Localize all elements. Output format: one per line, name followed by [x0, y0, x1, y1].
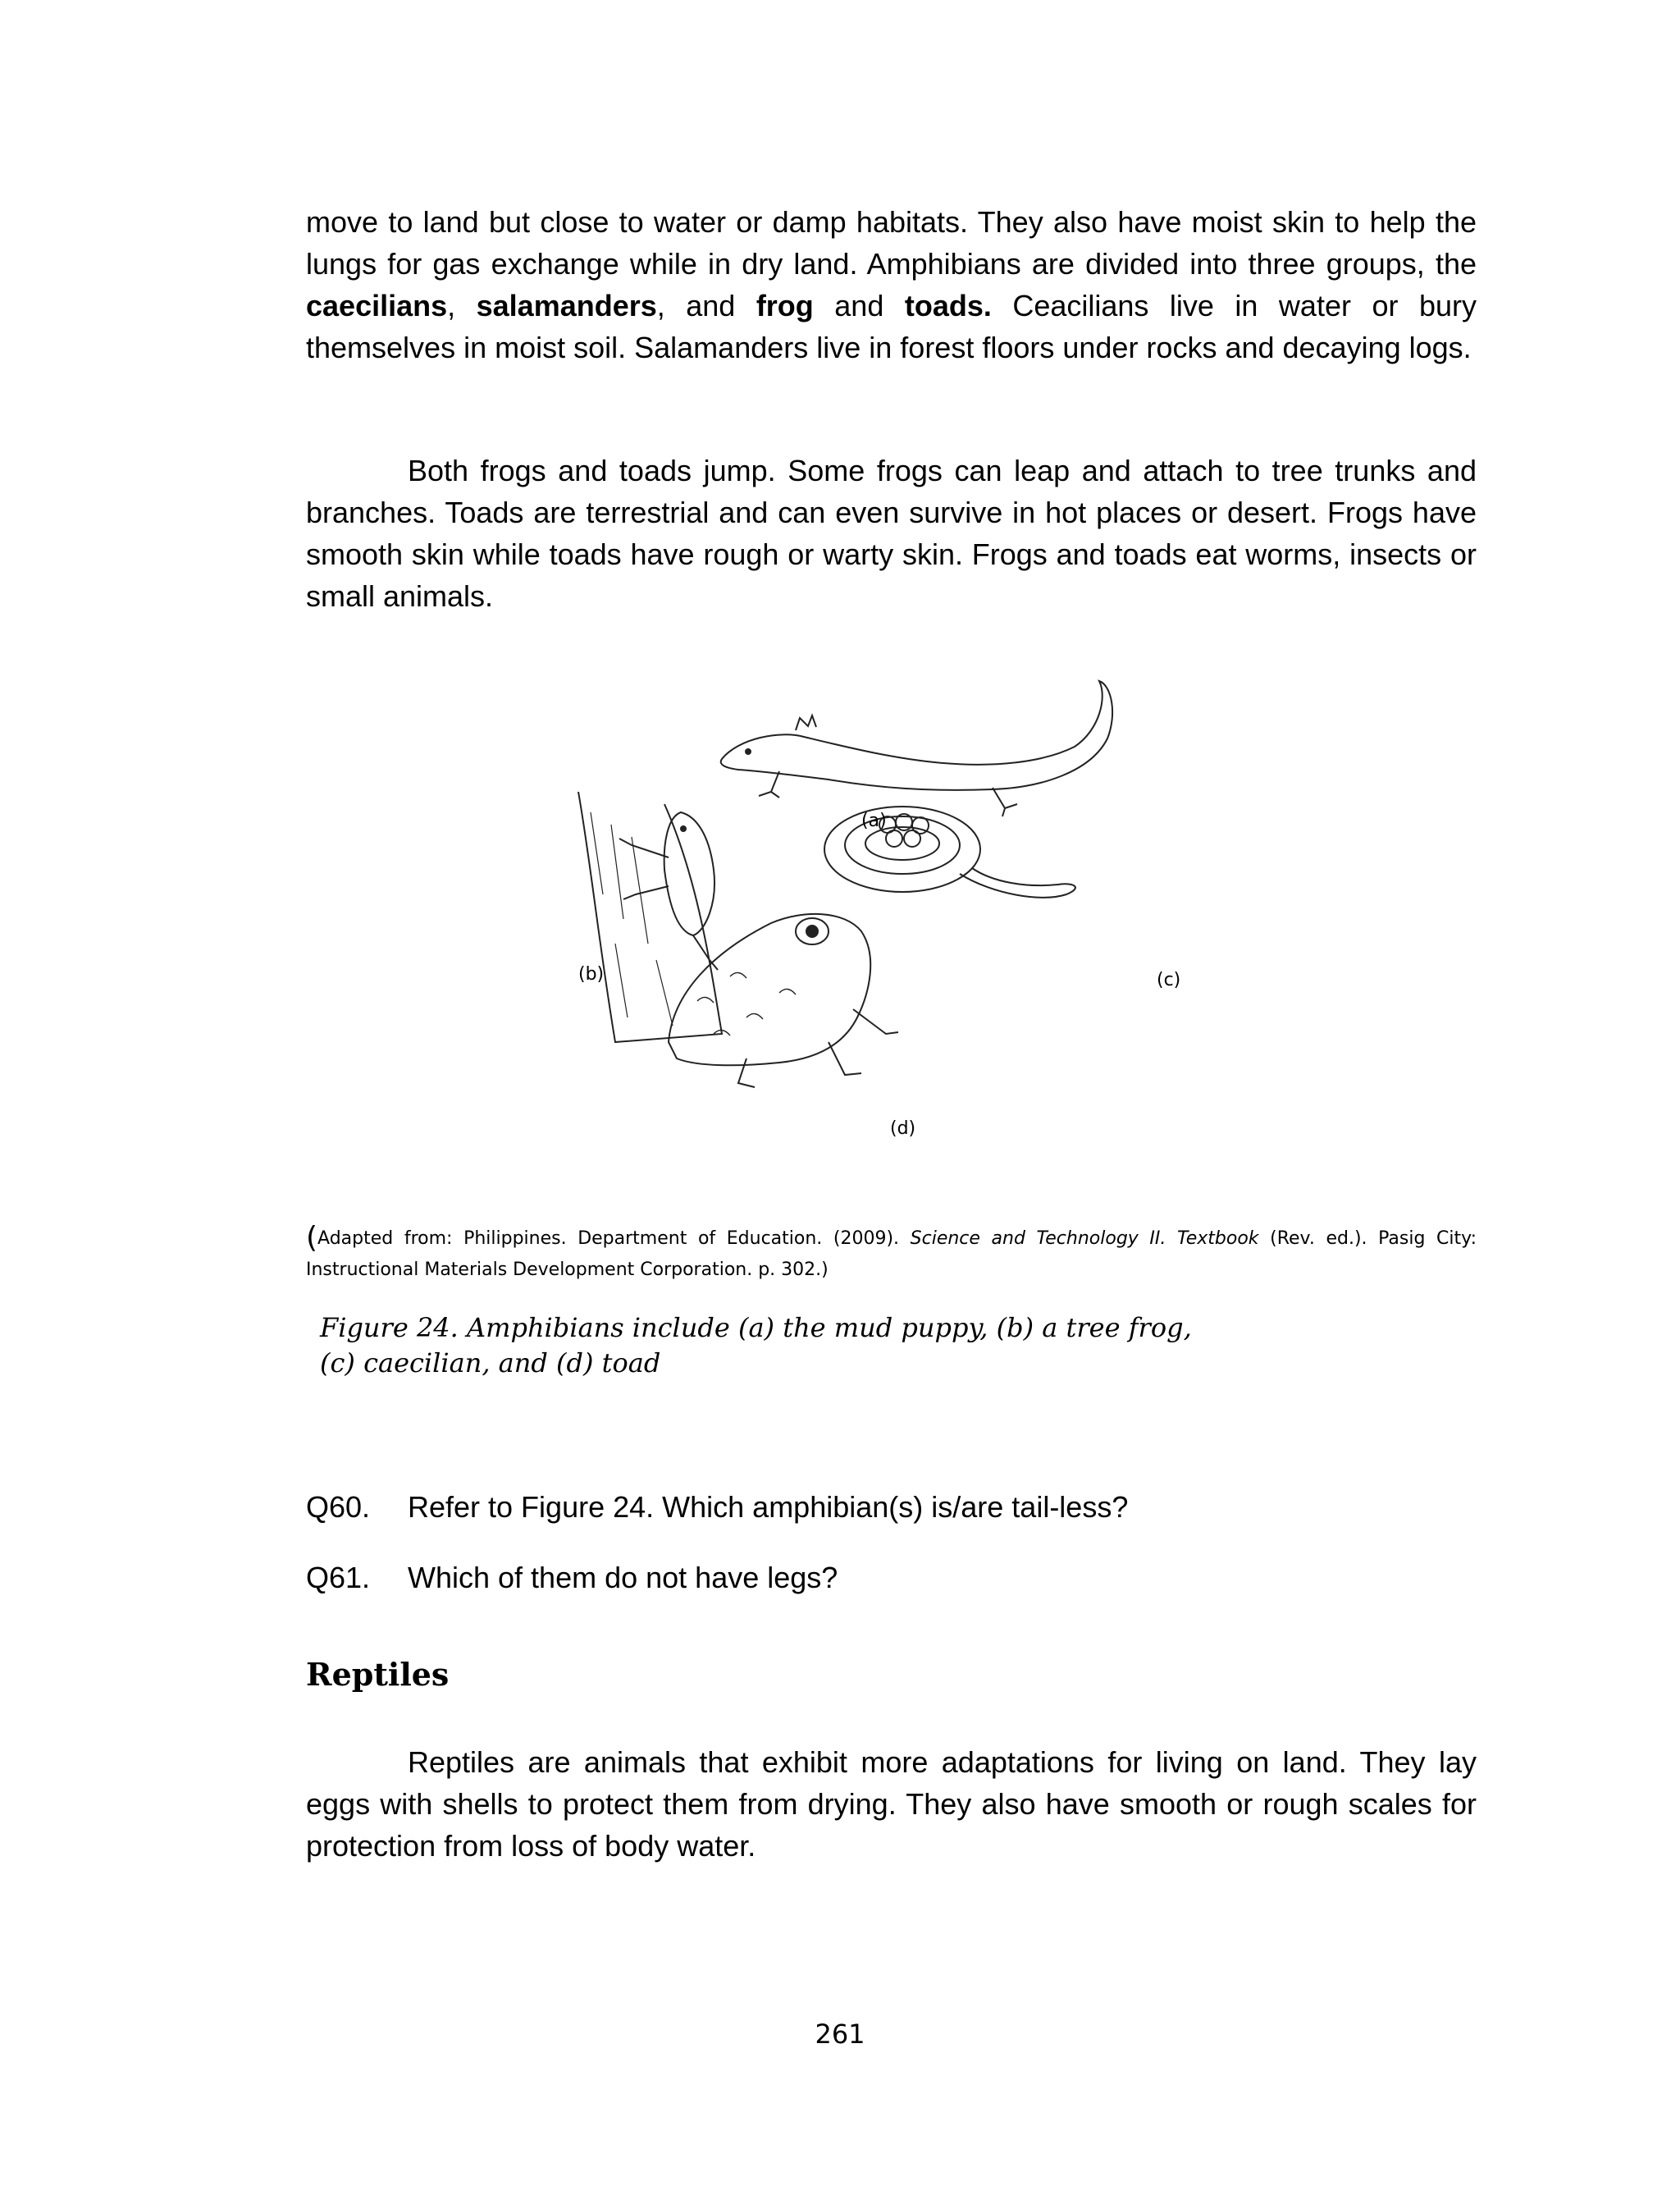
term-caecilians: caecilians	[306, 289, 448, 322]
amphibians-illustration	[533, 648, 1189, 1157]
citation-title: Science and Technology II. Textbook	[910, 1228, 1259, 1249]
question-text: Which of them do not have legs?	[408, 1561, 838, 1594]
citation-text: (Rev. ed.). Pasig City: Instructional Materials Development Corporation. p. 302.)	[306, 1228, 1477, 1280]
figure-caption	[320, 1310, 1222, 1381]
figure-label-b: (b)	[578, 964, 605, 985]
paragraph-amphibians-groups	[306, 201, 1477, 368]
paragraph-text: move to land but close to water or damp habitats. They also have moist skin to help the lungs for gas exchange while in dry land. Amphibians are divided into three groups, the	[306, 205, 1477, 281]
figure-label-d: (d)	[890, 1118, 916, 1139]
tree-frog-drawing	[578, 792, 722, 1042]
figure-label-c: (c)	[1157, 970, 1181, 990]
toad-drawing	[669, 914, 898, 1087]
amphibians-figure	[533, 648, 1189, 1157]
figure-label-a: (a)	[861, 811, 887, 831]
caption-line: (c) caecilian, and (d) toad	[320, 1347, 661, 1378]
term-salamanders: salamanders	[476, 289, 657, 322]
caption-line: Figure 24. Amphibians include (a) the mud puppy, (b) a tree frog,	[320, 1312, 1192, 1343]
paragraph-frogs-toads: Both frogs and toads jump. Some frogs can leap and attach to tree trunks and branches. Toads are terrestrial and can even survive in hot places or desert. Frogs have smooth skin while toads have rough or warty skin. Frogs and toads eat worms, insects or small animals.	[306, 454, 1477, 613]
citation-text: Adapted from: Philippines. Department of Education. (2009).	[317, 1228, 911, 1249]
question-text: Refer to Figure 24. Which amphibian(s) is/are tail-less?	[408, 1490, 1129, 1524]
mud-puppy-drawing	[721, 681, 1112, 816]
question-number: Q61.	[306, 1561, 371, 1594]
section-heading: Reptiles	[306, 1656, 450, 1693]
term-frog: frog	[756, 289, 814, 322]
paragraph-text: ,	[447, 289, 477, 322]
question-number: Q60.	[306, 1490, 371, 1524]
paragraph-text: and	[813, 289, 905, 322]
paragraph-reptiles: Reptiles are animals that exhibit more adaptations for living on land. They lay eggs with shells to protect them from drying. They also have smooth or rough scales for protection from loss of body water.	[306, 1745, 1477, 1863]
paragraph-text: Ceacilians live in water or bury themselves in moist soil. Salamanders live in forest floors under rocks and decaying logs.	[306, 289, 1477, 364]
figure-citation	[306, 1223, 1477, 1286]
term-toads: toads.	[904, 289, 992, 322]
paragraph-text: , and	[656, 289, 756, 322]
page-number: 261	[815, 2019, 865, 2050]
citation-paren: (	[306, 1221, 318, 1255]
